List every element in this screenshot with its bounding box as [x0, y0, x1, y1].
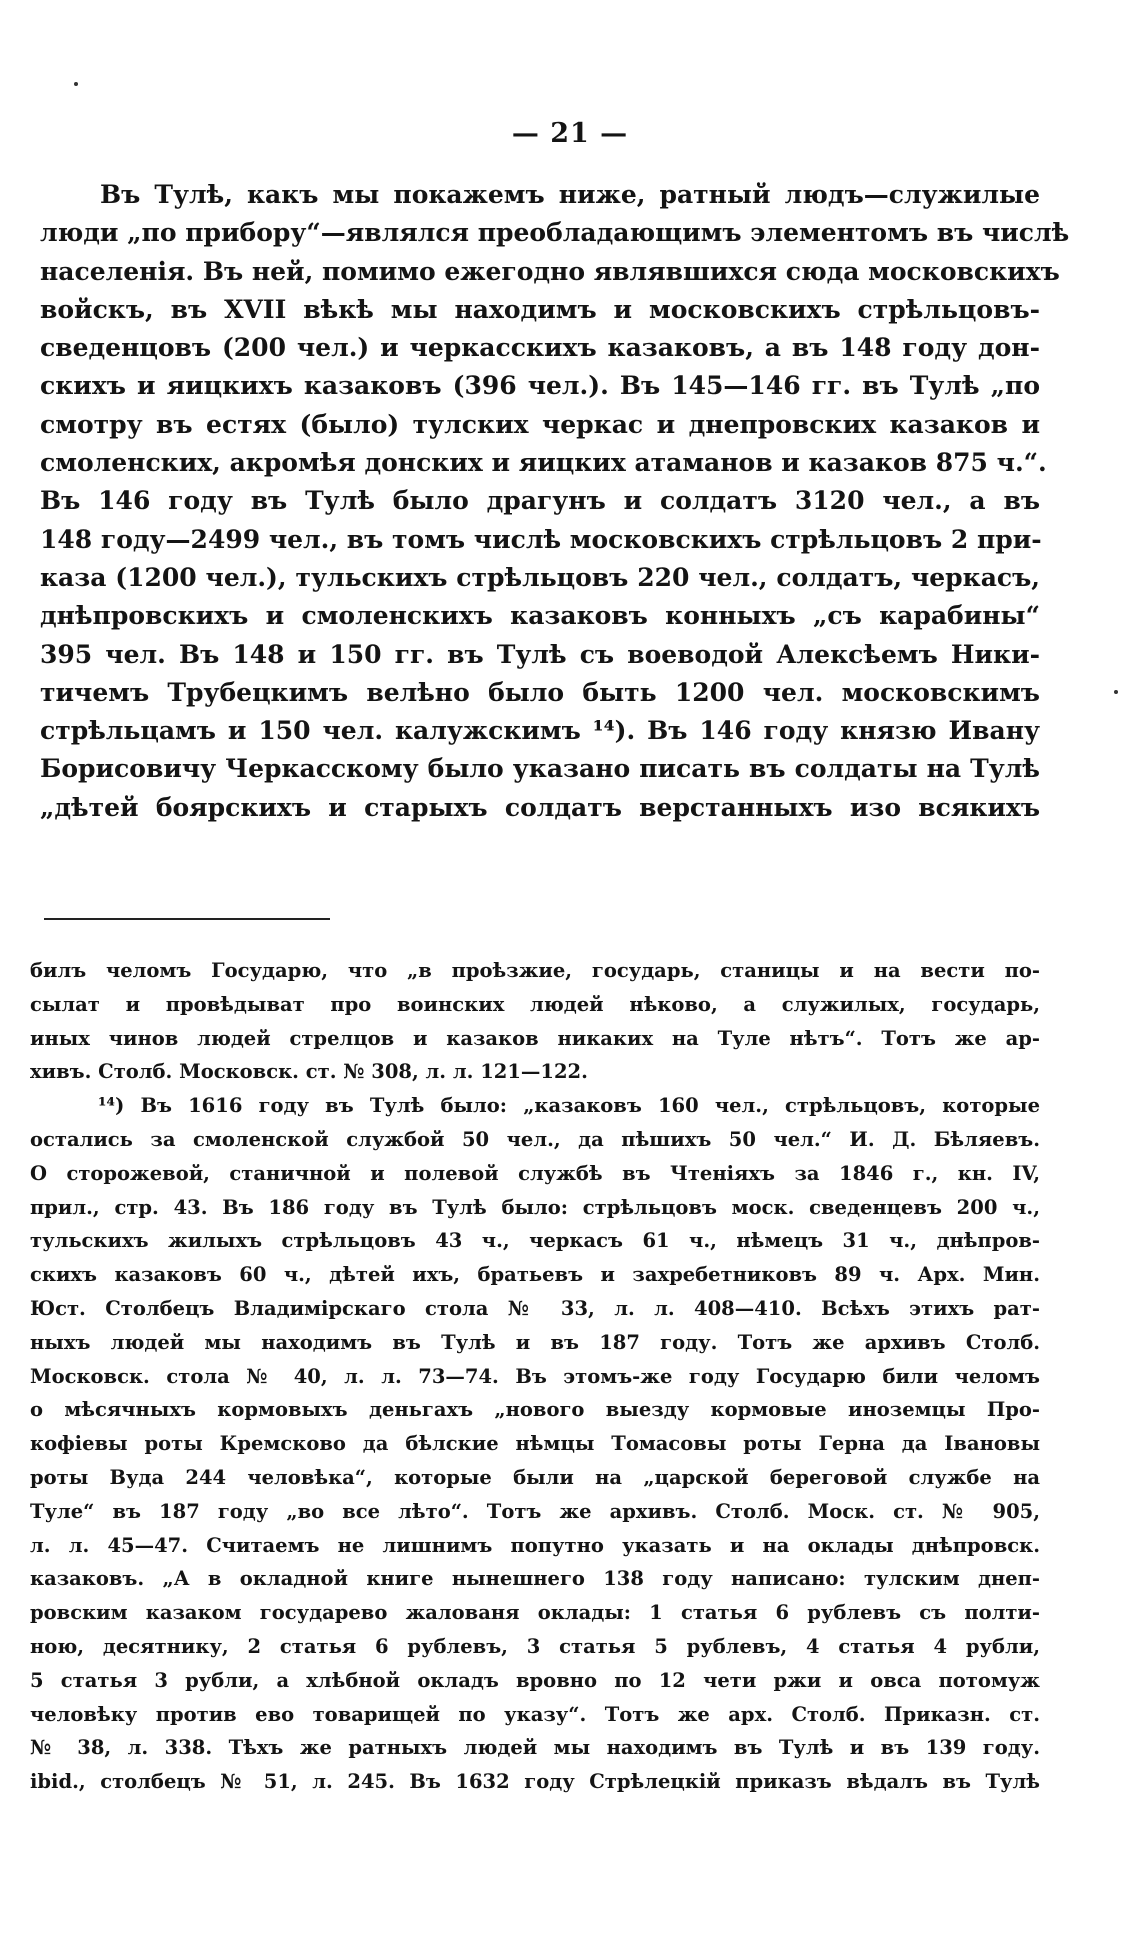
- text-line: Въ 146 году въ Тулѣ было драгунъ и солдатъ 3120 чел., а въ: [40, 486, 1040, 516]
- footnote-line: Юст. Столбецъ Владимірскаго стола № 33, л. л. 408—410. Всѣхъ этихъ рат-: [30, 1296, 1040, 1320]
- scan-speck: [1114, 690, 1118, 694]
- footnote-line: билъ челомъ Государю, что „в проѣзжие, государь, станицы и на вести по-: [30, 959, 1040, 982]
- footnote-line: л. л. 45—47. Считаемъ не лишнимъ попутно указать и на оклады днѣпровск.: [30, 1533, 1040, 1557]
- footnote-divider: [44, 918, 330, 920]
- text-line: сведенцовъ (200 чел.) и черкасскихъ казаковъ, а въ 148 году дон-: [40, 333, 1040, 363]
- text-line: стрѣльцамъ и 150 чел. калужскимъ ¹⁴). Въ 146 году князю Ивану: [40, 716, 1040, 746]
- footnote-line: иных чинов людей стрелцов и казаков никаких на Туле нѣтъ“. Тотъ же ар-: [30, 1026, 1040, 1050]
- footnote-line: казаковъ. „А в окладной книге нынешнего 138 году написано: тулским днеп-: [30, 1567, 1040, 1591]
- text-line: населенія. Въ ней, помимо ежегодно являвшихся сюда московскихъ: [40, 256, 1060, 286]
- footnote-line: ныхъ людей мы находимъ въ Тулѣ и въ 187 году. Тотъ же архивъ Столб.: [30, 1330, 1040, 1354]
- footnote-line: № 38, л. 338. Тѣхъ же ратныхъ людей мы находимъ въ Тулѣ и въ 139 году.: [30, 1736, 1040, 1760]
- footnote-line: 5 статья 3 рубли, а хлѣбной окладъ вровно по 12 чети ржи и овса потомуж: [30, 1668, 1040, 1692]
- footnote-line: о мѣсячныхъ кормовыхъ деньгахъ „нового выезду кормовые иноземцы Про-: [30, 1398, 1040, 1422]
- text-line: смоленских, акромѣя донских и яицких атаманов и казаков 875 ч.“.: [40, 448, 1047, 478]
- footnote-line: сылат и провѣдыват про воинских людей нѣково, а служилых, государь,: [30, 992, 1040, 1016]
- footnote-line: О сторожевой, станичной и полевой службѣ въ Чтеніяхъ за 1846 г., кн. IV,: [30, 1161, 1040, 1185]
- text-line: смотру въ естях (было) тулских черкас и днепровских казаков и: [40, 409, 1040, 439]
- text-line: Въ Тулѣ, какъ мы покажемъ ниже, ратный людъ—служилые: [100, 180, 1040, 209]
- page-number: — 21 —: [511, 118, 629, 149]
- footnote-line: ¹⁴) Въ 1616 году въ Тулѣ было: „казаковъ 160 чел., стрѣльцовъ, которые: [98, 1094, 1040, 1118]
- footnote-line: хивъ. Столб. Московск. ст. № 308, л. л. 121—122.: [30, 1060, 588, 1084]
- footnote-line: Туле“ въ 187 году „во все лѣто“. Тотъ же архивъ. Столб. Моск. ст. № 905,: [30, 1499, 1040, 1523]
- footnote-line: человѣку против ево товарищей по указу“. Тотъ же арх. Столб. Приказн. ст.: [30, 1702, 1040, 1726]
- footnote-line: прил., стр. 43. Въ 186 году въ Тулѣ было: стрѣльцовъ моск. сведенцевъ 200 ч.,: [30, 1195, 1040, 1219]
- footnote-line: остались за смоленской службой 50 чел., да пѣшихъ 50 чел.“ И. Д. Бѣляевъ.: [30, 1127, 1040, 1151]
- text-line: люди „по прибору“—являлся преобладающимъ элементомъ въ числѣ: [40, 218, 1070, 248]
- footnote-line: роты Вуда 244 человѣка“, которые были на „царской береговой службе на: [30, 1465, 1040, 1489]
- text-line: Борисовичу Черкасскому было указано писать въ солдаты на Тулѣ: [40, 754, 1040, 784]
- footnote-line: ibid., столбецъ № 51, л. 245. Въ 1632 году Стрѣлецкій приказъ вѣдалъ въ Тулѣ: [30, 1770, 1040, 1794]
- footnote-line: кофіевы роты Кремсково да бѣлские нѣмцы Томасовы роты Герна да Івановы: [30, 1432, 1040, 1456]
- footnote-line: ровским казаком государево жалованя оклады: 1 статья 6 рублевъ съ полти-: [30, 1601, 1040, 1625]
- footnote-line: Московск. стола № 40, л. л. 73—74. Въ этомъ-же году Государю били челомъ: [30, 1364, 1040, 1388]
- footnote-line: ною, десятнику, 2 статья 6 рублевъ, 3 статья 5 рублевъ, 4 статья 4 рубли,: [30, 1634, 1040, 1658]
- text-line: каза (1200 чел.), тульскихъ стрѣльцовъ 220 чел., солдатъ, черкасъ,: [40, 562, 1040, 592]
- scan-speck: [74, 82, 78, 86]
- footnotes: [30, 954, 1040, 1799]
- text-line: 395 чел. Въ 148 и 150 гг. въ Тулѣ съ воеводой Алексѣемъ Ники-: [40, 639, 1040, 669]
- footnote-line: скихъ казаковъ 60 ч., дѣтей ихъ, братьевъ и захребетниковъ 89 ч. Арх. Мин.: [30, 1263, 1040, 1287]
- text-line: скихъ и яицкихъ казаковъ (396 чел.). Въ 145—146 гг. въ Тулѣ „по: [40, 371, 1040, 401]
- footnote-line: тульскихъ жилыхъ стрѣльцовъ 43 ч., черкасъ 61 ч., нѣмецъ 31 ч., днѣпров-: [30, 1229, 1040, 1253]
- text-line: днѣпровскихъ и смоленскихъ казаковъ конныхъ „съ карабины“: [40, 601, 1040, 631]
- main-text: [40, 176, 1070, 827]
- text-line: войскъ, въ XVII вѣкѣ мы находимъ и московскихъ стрѣльцовъ-: [40, 294, 1040, 324]
- text-line: тичемъ Трубецкимъ велѣно было быть 1200 чел. московскимъ: [40, 677, 1040, 707]
- text-line: „дѣтей боярскихъ и старыхъ солдатъ верстанныхъ изо всякихъ: [40, 792, 1040, 822]
- text-line: 148 году—2499 чел., въ томъ числѣ московскихъ стрѣльцовъ 2 при-: [40, 524, 1042, 554]
